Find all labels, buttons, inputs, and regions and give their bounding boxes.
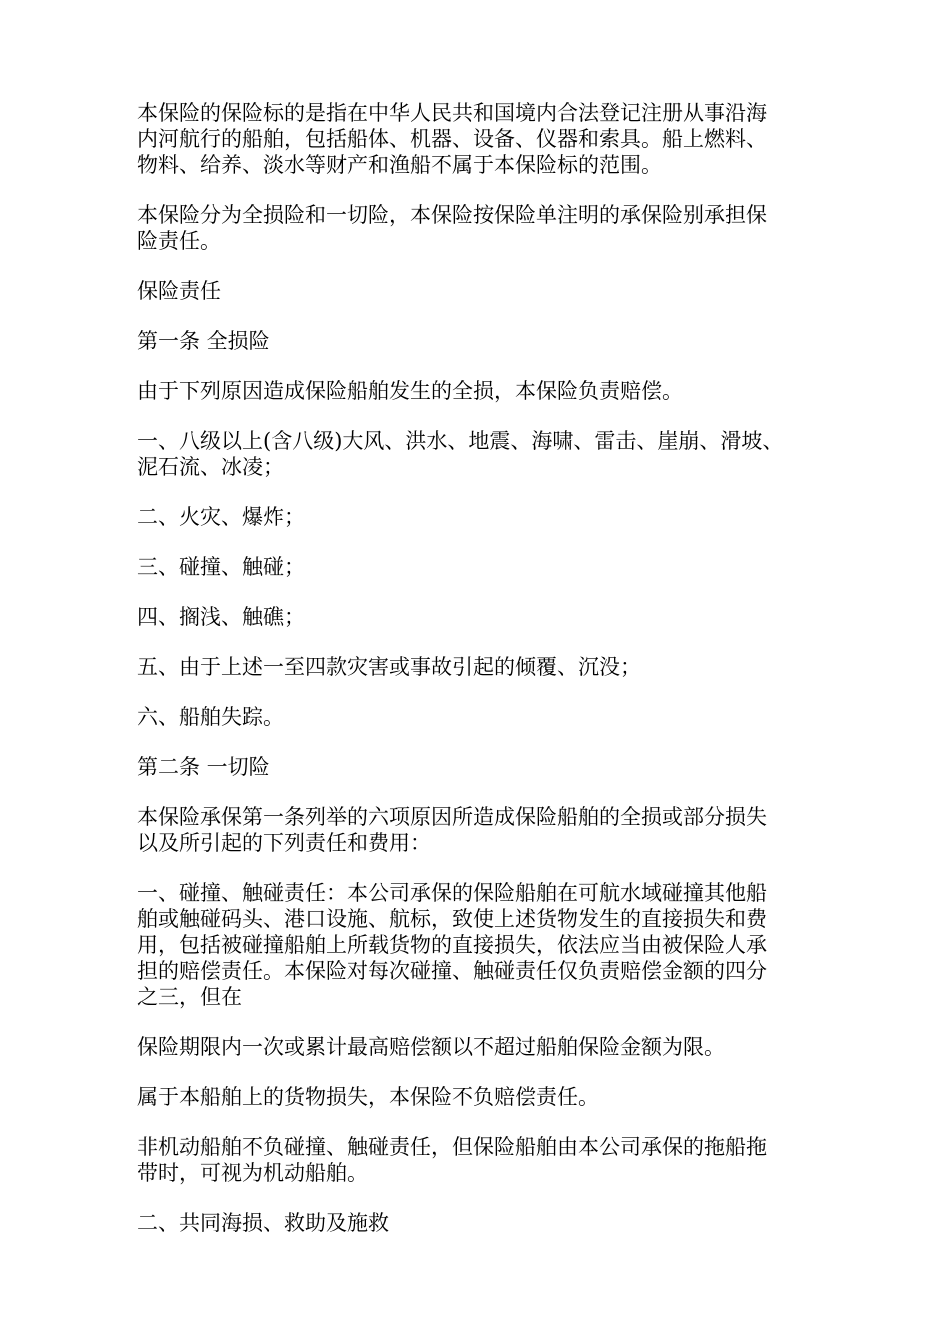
paragraph-cargo-exclusion xyxy=(137,1084,827,1110)
text-line: 保险责任 xyxy=(137,279,221,303)
article-heading-1 xyxy=(137,328,827,354)
text-line: 六、船舶失踪。 xyxy=(137,705,284,729)
section-heading-liability xyxy=(137,278,827,304)
text-line: 本保险分为全损险和一切险，本保险按保险单注明的承保险别承担保 xyxy=(137,203,767,227)
paragraph-insured-subject xyxy=(137,100,827,178)
text-line: 本保险的保险标的是指在中华人民共和国境内合法登记注册从事沿海 xyxy=(137,101,767,125)
text-line: 保险期限内一次或累计最高赔偿额以不超过船舶保险金额为限。 xyxy=(137,1035,725,1059)
list-item-1 xyxy=(137,428,827,480)
text-line: 泥石流、冰凌； xyxy=(137,455,284,479)
list-item-6 xyxy=(137,704,827,730)
text-line: 由于下列原因造成保险船舶发生的全损，本保险负责赔偿。 xyxy=(137,379,683,403)
paragraph-non-powered-vessel xyxy=(137,1134,827,1186)
text-line: 舶或触碰码头、港口设施、航标，致使上述货物发生的直接损失和费 xyxy=(137,907,767,931)
text-line: 属于本船舶上的货物损失，本保险不负赔偿责任。 xyxy=(137,1085,599,1109)
text-line: 一、碰撞、触碰责任：本公司承保的保险船舶在可航水域碰撞其他船 xyxy=(137,881,767,905)
list-item-4 xyxy=(137,604,827,630)
text-line: 五、由于上述一至四款灾害或事故引起的倾覆、沉没； xyxy=(137,655,641,679)
text-line: 第一条 全损险 xyxy=(137,329,270,353)
text-line: 带时，可视为机动船舶。 xyxy=(137,1161,368,1185)
list-item-general-average xyxy=(137,1210,827,1236)
paragraph-all-risks-intro xyxy=(137,804,827,856)
text-line: 物料、给养、淡水等财产和渔船不属于本保险标的范围。 xyxy=(137,153,662,177)
text-line: 本保险承保第一条列举的六项原因所造成保险船舶的全损或部分损失 xyxy=(137,805,767,829)
list-item-5 xyxy=(137,654,827,680)
text-line: 险责任。 xyxy=(137,229,221,253)
text-line: 二、共同海损、救助及施救 xyxy=(137,1211,389,1235)
text-line: 三、碰撞、触碰； xyxy=(137,555,305,579)
text-line: 四、搁浅、触礁； xyxy=(137,605,305,629)
paragraph-total-loss-intro xyxy=(137,378,827,404)
paragraph-compensation-limit xyxy=(137,1034,827,1060)
list-item-2 xyxy=(137,504,827,530)
text-line: 内河航行的船舶，包括船体、机器、设备、仪器和索具。船上燃料、 xyxy=(137,127,767,151)
text-line: 二、火灾、爆炸； xyxy=(137,505,305,529)
text-line: 第二条 一切险 xyxy=(137,755,270,779)
text-line: 用，包括被碰撞船舶上所载货物的直接损失，依法应当由被保险人承 xyxy=(137,933,767,957)
document-body xyxy=(137,100,827,1260)
text-line: 以及所引起的下列责任和费用： xyxy=(137,831,431,855)
text-line: 之三，但在 xyxy=(137,985,242,1009)
text-line: 担的赔偿责任。本保险对每次碰撞、触碰责任仅负责赔偿金额的四分 xyxy=(137,959,767,983)
list-item-3 xyxy=(137,554,827,580)
article-heading-2 xyxy=(137,754,827,780)
paragraph-coverage-types xyxy=(137,202,827,254)
text-line: 一、八级以上(含八级)大风、洪水、地震、海啸、雷击、崖崩、滑坡、 xyxy=(137,429,784,453)
text-line: 非机动船舶不负碰撞、触碰责任，但保险船舶由本公司承保的拖船拖 xyxy=(137,1135,767,1159)
paragraph-collision-liability xyxy=(137,880,827,1010)
